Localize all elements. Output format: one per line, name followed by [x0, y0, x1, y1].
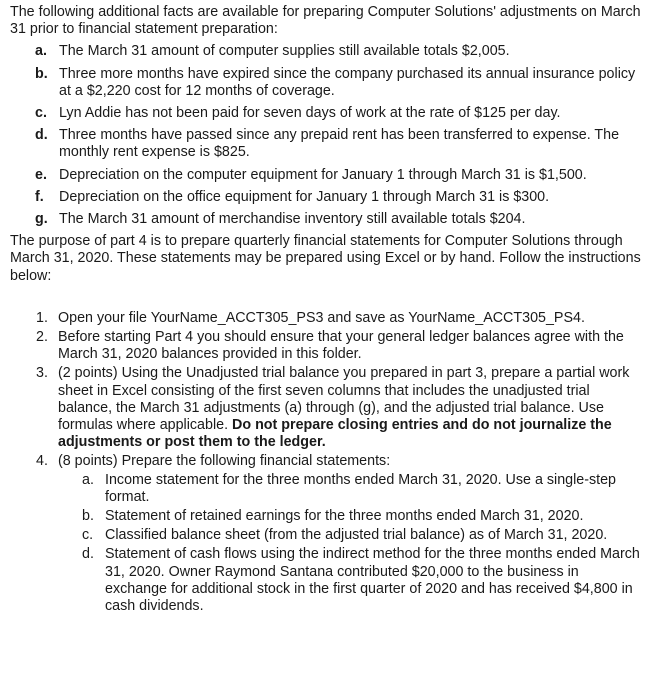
step-text: (2 points) Using the Unadjusted trial balance you prepared in part 3, prepare a partial work sheet in Excel consisting of the first seven columns that includes the unadjusted trial balance, the March 31 adjustments (a) through (g), and the adjusted trial balance. Use formulas where applicable. — [58, 365, 630, 434]
fact-letter: c. — [35, 105, 47, 122]
step-item-3 — [10, 365, 644, 451]
fact-letter: d. — [35, 127, 48, 144]
sub-item-a — [58, 472, 644, 506]
step-item-1 — [10, 310, 644, 327]
fact-item-d — [10, 127, 644, 161]
fact-item-e — [10, 167, 644, 184]
sub-item-d — [58, 546, 644, 615]
fact-item-f — [10, 189, 644, 206]
financial-statements-list — [58, 472, 644, 616]
step-number: 1. — [36, 309, 48, 326]
sub-item-c — [58, 527, 644, 544]
fact-item-b — [10, 66, 644, 100]
step-item-4 — [10, 453, 644, 615]
fact-text: Lyn Addie has not been paid for seven days of work at the rate of $125 per day. — [59, 105, 561, 122]
sub-text: Statement of retained earnings for the three months ended March 31, 2020. — [105, 508, 584, 525]
fact-text: The March 31 amount of computer supplies still available totals $2,005. — [59, 43, 510, 60]
fact-letter: e. — [35, 166, 47, 183]
fact-letter: a. — [35, 43, 47, 60]
spacer — [10, 285, 644, 310]
sub-item-b — [58, 508, 644, 525]
sub-letter: c. — [82, 527, 94, 544]
step-bold-note: Do not prepare closing entries and do not journalize the adjustments or post them to the ledger. — [58, 417, 612, 451]
step-text: (8 points) Prepare the following financial statements: — [58, 453, 391, 470]
fact-letter: f. — [35, 188, 44, 205]
fact-text: Three more months have expired since the company purchased its annual insurance policy at a $2,220 cost for 12 months of coverage. — [59, 65, 636, 99]
facts-list — [10, 43, 644, 228]
step-number: 3. — [36, 365, 48, 382]
step-item-2 — [10, 329, 644, 363]
step-number: 2. — [36, 329, 48, 346]
step-text: Open your file YourName_ACCT305_PS3 and save as YourName_ACCT305_PS4. — [58, 309, 585, 326]
fact-text: Depreciation on the computer equipment for January 1 through March 31 is $1,500. — [59, 166, 587, 183]
fact-item-g — [10, 211, 644, 228]
fact-item-a — [10, 43, 644, 60]
fact-text: The March 31 amount of merchandise inventory still available totals $204. — [59, 211, 526, 228]
purpose-paragraph: The purpose of part 4 is to prepare quarterly financial statements for Computer Solutions through March 31, 2020. These statements may be prepared using Excel or by hand. Follow the instructions below: — [10, 233, 641, 284]
fact-letter: b. — [35, 65, 48, 82]
sub-text: Income statement for the three months ended March 31, 2020. Use a single-step format. — [105, 471, 617, 505]
sub-text: Classified balance sheet (from the adjusted trial balance) as of March 31, 2020. — [105, 527, 608, 544]
fact-letter: g. — [35, 211, 48, 228]
instructions-list — [10, 310, 644, 615]
sub-letter: a. — [82, 471, 94, 488]
intro-paragraph: The following additional facts are available for preparing Computer Solutions' adjustments on March 31 prior to financial statement preparation: — [10, 4, 641, 38]
fact-item-c — [10, 105, 644, 122]
sub-text: Statement of cash flows using the indirect method for the three months ended March 31, 2020. Owner Raymond Santana contributed $20,000 to the business in exchange for additional stock in the first quarter of 2020 and has received $4,800 in cash dividends. — [105, 546, 640, 615]
step-text: Before starting Part 4 you should ensure that your general ledger balances agree with the March 31, 2020 balances provided in this folder. — [58, 329, 624, 363]
fact-text: Depreciation on the office equipment for January 1 through March 31 is $300. — [59, 188, 550, 205]
sub-letter: d. — [82, 546, 94, 563]
sub-letter: b. — [82, 508, 94, 525]
fact-text: Three months have passed since any prepaid rent has been transferred to expense. The monthly rent expense is $825. — [59, 127, 620, 161]
step-number: 4. — [36, 453, 48, 470]
